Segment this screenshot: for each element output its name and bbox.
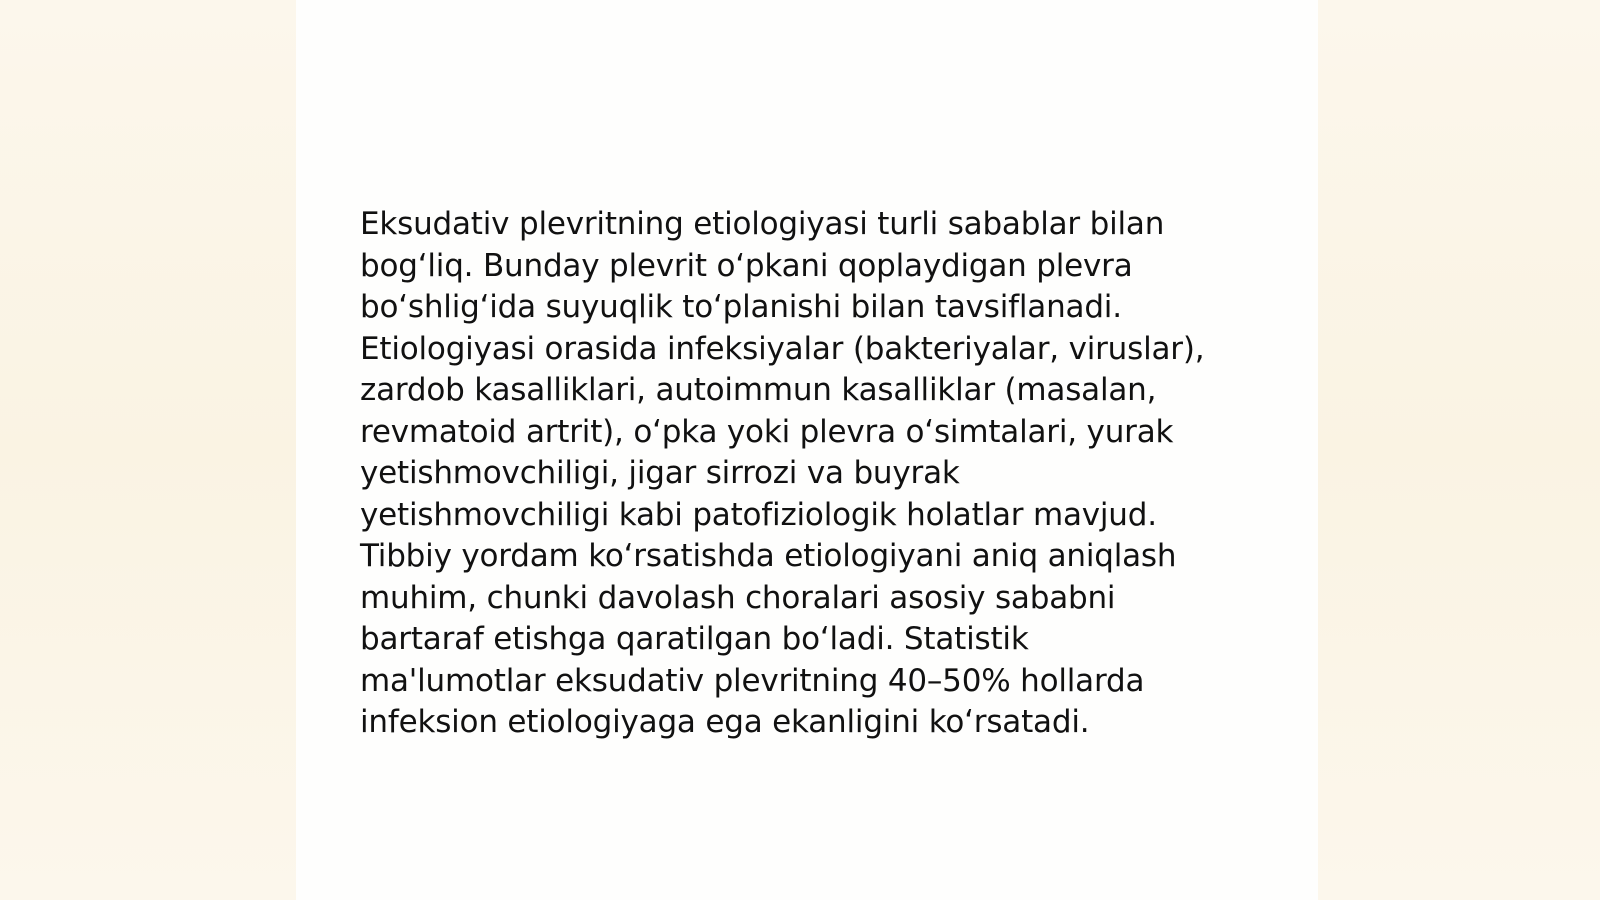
text-line: bo‘shlig‘ida suyuqlik to‘planishi bilan tavsiflanadi. xyxy=(360,289,1122,325)
text-line: infeksion etiologiyaga ega ekanligini ko‘rsatadi. xyxy=(360,704,1090,740)
text-line: ma'lumotlar eksudativ plevritning 40–50% hollarda xyxy=(360,662,1145,699)
text-line: yetishmovchiligi kabi patofiziologik holatlar mavjud. xyxy=(360,496,1157,533)
text-line: zardob kasalliklari, autoimmun kasalliklar (masalan, xyxy=(360,372,1157,408)
text-line: bog‘liq. Bunday plevrit o‘pkani qoplaydigan plevra xyxy=(360,247,1133,284)
text-line: Tibbiy yordam ko‘rsatishda etiologiyani aniq aniqlash xyxy=(360,538,1177,574)
left-margin-panel xyxy=(0,0,296,900)
right-margin-panel xyxy=(1318,0,1600,900)
text-line: Etiologiyasi orasida infeksiyalar (bakteriyalar, viruslar), xyxy=(360,330,1205,367)
text-line: revmatoid artrit), o‘pka yoki plevra o‘simtalari, yurak xyxy=(360,413,1174,450)
text-line: bartaraf etishga qaratilgan bo‘ladi. Statistik xyxy=(360,621,1029,657)
text-line: muhim, chunki davolash choralari asosiy sababni xyxy=(360,579,1116,616)
text-line: yetishmovchiligi, jigar sirrozi va buyrak xyxy=(360,455,960,491)
body-paragraph xyxy=(360,204,1260,744)
text-line: Eksudativ plevritning etiologiyasi turli sabablar bilan xyxy=(360,206,1165,242)
